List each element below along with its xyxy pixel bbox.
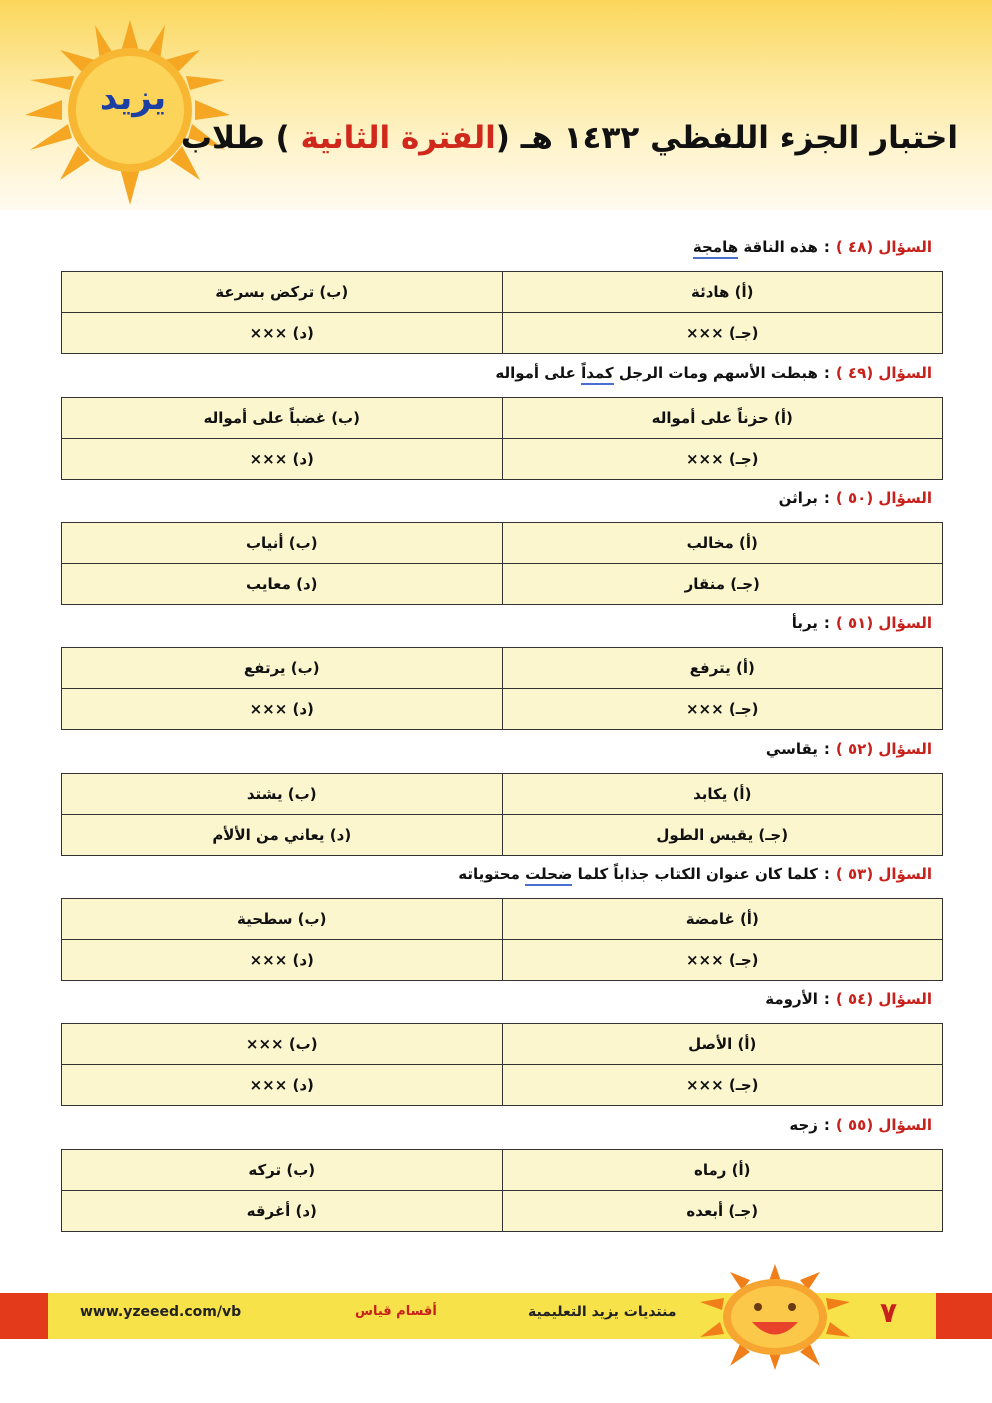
question-text (693, 238, 818, 259)
option-a[interactable]: (أ) يكابد (502, 774, 943, 815)
option-b[interactable]: (ب) يرتفع (62, 648, 503, 689)
option-a[interactable]: (أ) يترفع (502, 648, 943, 689)
question-text: يربأ (791, 614, 818, 632)
option-c[interactable]: (جـ) ××× (502, 439, 943, 480)
question-53 (458, 865, 932, 883)
question-text: زجه (789, 1116, 818, 1134)
question-54 (765, 990, 932, 1008)
question-text-pre: هذه الناقة (738, 238, 818, 256)
footer-url-link[interactable]: www.yzeeed.com/vb (80, 1304, 242, 1320)
footer-forum-name: منتديات يزيد التعليمية (528, 1304, 677, 1320)
option-b[interactable]: (ب) أنياب (62, 523, 503, 564)
option-d[interactable]: (د) ××× (62, 439, 503, 480)
colon: : (823, 364, 830, 382)
page-number: ٧ (880, 1296, 898, 1329)
page-title (181, 120, 958, 156)
colon: : (823, 1116, 830, 1134)
question-label: السؤال (٥٠ ) (835, 489, 932, 507)
option-b[interactable]: (ب) تركه (62, 1150, 503, 1191)
option-c[interactable]: (جـ) أبعده (502, 1191, 943, 1232)
option-d[interactable]: (د) معايب (62, 564, 503, 605)
colon: : (823, 865, 830, 883)
options-table-50 (61, 522, 943, 605)
option-d[interactable]: (د) ××× (62, 940, 503, 981)
question-label: السؤال (٥٥ ) (835, 1116, 932, 1134)
smiling-sun-icon (690, 1262, 860, 1372)
question-label: السؤال (٥٤ ) (835, 990, 932, 1008)
colon: : (823, 614, 830, 632)
option-d[interactable]: (د) ××× (62, 313, 503, 354)
option-a[interactable]: (أ) غامضة (502, 899, 943, 940)
options-table-55 (61, 1149, 943, 1232)
question-52 (766, 740, 932, 758)
option-d[interactable]: (د) أغرقه (62, 1191, 503, 1232)
footer-accent-right (936, 1293, 992, 1339)
question-label: السؤال (٤٩ ) (835, 364, 932, 382)
logo-text: يزيد (99, 78, 167, 118)
question-key-word: هامجة (693, 238, 738, 259)
question-49 (495, 364, 932, 382)
option-c[interactable]: (جـ) ××× (502, 689, 943, 730)
option-a[interactable]: (أ) هادئة (502, 272, 943, 313)
question-text: الأرومة (765, 990, 818, 1008)
question-text-post: على أمواله (495, 364, 582, 382)
question-key-word: ضحلت (525, 865, 572, 886)
option-a[interactable]: (أ) الأصل (502, 1024, 943, 1065)
question-label: السؤال (٥٣ ) (835, 865, 932, 883)
title-part-2: ) طلاب (180, 120, 301, 156)
option-b[interactable]: (ب) ××× (62, 1024, 503, 1065)
colon: : (823, 238, 830, 256)
option-c[interactable]: (جـ) ××× (502, 1065, 943, 1106)
options-table-53 (61, 898, 943, 981)
option-b[interactable]: (ب) غضباً على أمواله (62, 398, 503, 439)
option-b[interactable]: (ب) تركض بسرعة (62, 272, 503, 313)
options-table-54 (61, 1023, 943, 1106)
question-key-word: كمداً (581, 364, 614, 385)
option-c[interactable]: (جـ) يقيس الطول (502, 815, 943, 856)
question-label: السؤال (٥٢ ) (835, 740, 932, 758)
question-label: السؤال (٥١ ) (835, 614, 932, 632)
options-table-52 (61, 773, 943, 856)
option-c[interactable]: (جـ) ××× (502, 313, 943, 354)
question-48 (693, 238, 932, 256)
question-text-post: محتوياته (458, 865, 526, 883)
question-label: السؤال (٤٨ ) (835, 238, 932, 256)
options-table-51 (61, 647, 943, 730)
question-55 (789, 1116, 932, 1134)
page-header (0, 0, 992, 210)
footer-accent-left (0, 1293, 48, 1339)
question-text-pre: هبطت الأسهم ومات الرجل (613, 364, 818, 382)
colon: : (823, 489, 830, 507)
option-b[interactable]: (ب) سطحية (62, 899, 503, 940)
option-c[interactable]: (جـ) منقار (502, 564, 943, 605)
options-table-49 (61, 397, 943, 480)
colon: : (823, 740, 830, 758)
option-c[interactable]: (جـ) ××× (502, 940, 943, 981)
option-d[interactable]: (د) ××× (62, 689, 503, 730)
title-highlight: الفترة الثانية (300, 120, 496, 156)
footer-section: أقسام قياس (355, 1304, 437, 1319)
option-d[interactable]: (د) ××× (62, 1065, 503, 1106)
option-d[interactable]: (د) يعاني من الألأم (62, 815, 503, 856)
option-a[interactable]: (أ) رماه (502, 1150, 943, 1191)
question-text: براثن (778, 489, 818, 507)
option-b[interactable]: (ب) يشتد (62, 774, 503, 815)
option-a[interactable]: (أ) حزناً على أمواله (502, 398, 943, 439)
question-text (495, 364, 818, 385)
question-text: يقاسي (765, 740, 818, 758)
title-part-1: اختبار الجزء اللفظي ١٤٣٢ هـ ( (495, 120, 958, 156)
question-text (458, 865, 818, 886)
option-a[interactable]: (أ) مخالب (502, 523, 943, 564)
question-51 (792, 614, 932, 632)
options-table-48 (61, 271, 943, 354)
question-text-pre: كلما كان عنوان الكتاب جذاباً كلما (572, 865, 818, 883)
question-50 (779, 489, 932, 507)
colon: : (823, 990, 830, 1008)
